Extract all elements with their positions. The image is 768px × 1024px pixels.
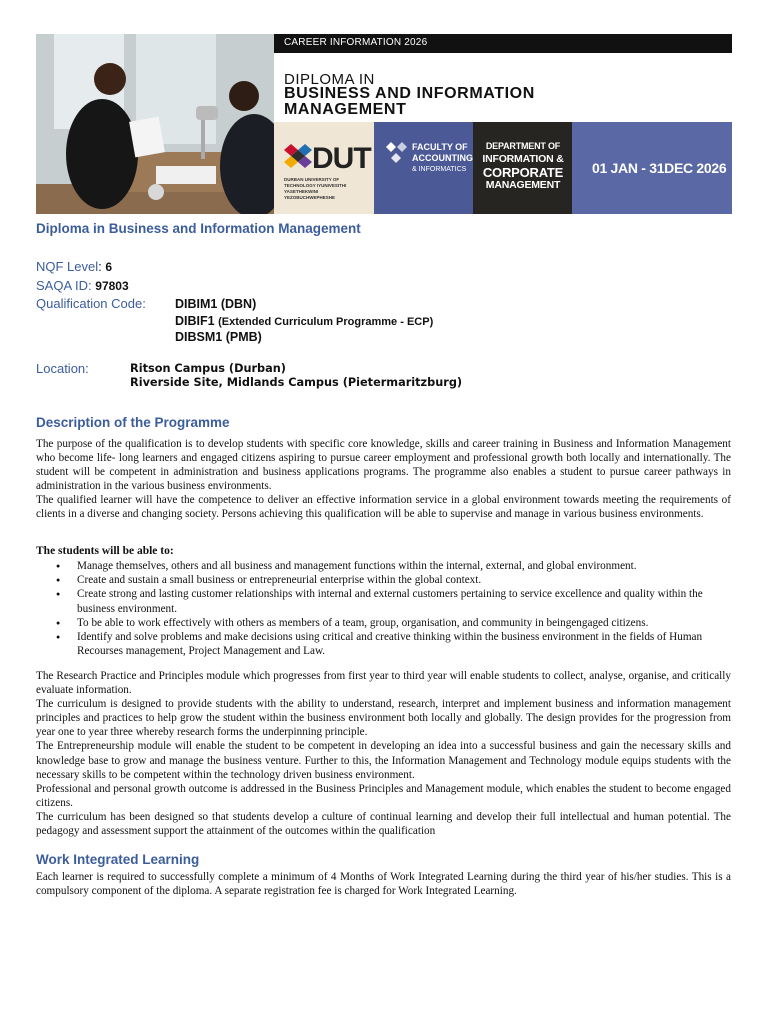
banner-tiles [274, 122, 732, 214]
dept-line1: DEPARTMENT OF [485, 141, 561, 151]
banner-topbar [274, 34, 732, 53]
curriculum-body [36, 669, 731, 838]
description-paragraph-2: The qualified learner will have the competence to deliver an effective information service in a global environment towards meeting the requirements of clients in a diverse and changing society. Persons achieving this qualification will be able to supervise and manage in various business environments. [36, 494, 731, 521]
qualification-code-2-note: (Extended Curriculum Programme - ECP) [218, 316, 434, 328]
curriculum-paragraph-3: The Entrepreneurship module will enable the student to be competent in developing an idea into a successful business and gain the necessary skills and knowledge base to grow and manage the business venture. Further to this, the Information Management and Technology module equips students with the necessary skills to be competent within the technology driven business environment. [36, 740, 731, 781]
qualification-code-label: Qualification Code: [36, 296, 146, 311]
saqa-label: SAQA ID [36, 278, 89, 293]
list-item: ● To be able to work effectively with others as members of a team, group, organisation, and community in beingengaged citizens. [36, 616, 736, 630]
nqf-level-row [36, 258, 112, 276]
saqa-value: 97803 [95, 279, 129, 293]
dept-line3: CORPORATE [482, 165, 564, 180]
curriculum-paragraph-4: Professional and personal growth outcome is addressed in the Business Principles and Management module, which enables the student to become engaged citizens. [36, 782, 731, 809]
wil-body: Each learner is required to successfully complete a minimum of 4 Months of Work Integrated Learning during the third year of his/her studies. This is a compulsory component of the diploma. A separate registration fee is charged for Work Integrated Learning. [36, 871, 731, 898]
faculty-line1: FACULTY OF [412, 142, 468, 152]
curriculum-paragraph-5: The curriculum has been designed so that students develop a culture of continual learning and develop their full intellectual and human potential. The pedagogy and assessment support the attainment of the outcomes within the qualification [36, 810, 731, 838]
location-line-1: Ritson Campus (Durban) [130, 362, 286, 375]
description-heading: Description of the Programme [36, 415, 230, 430]
students-heading: The students will be able to: [36, 545, 174, 557]
banner-title-line1: DIPLOMA IN [284, 71, 375, 88]
list-item: ● Identify and solve problems and make decisions using critical and creative thinking within the business environment in the fields of Human Recourses management, Project Management and Law. [36, 630, 736, 658]
list-item: ● Create strong and lasting customer relationships with internal and external customers pertaining to service excellence and quality within the business environment. [36, 587, 736, 615]
header-banner [36, 34, 732, 214]
dept-line4: MANAGEMENT [485, 179, 561, 191]
banner-topbar-text: CAREER INFORMATION 2026 [284, 37, 428, 48]
date-range: 01 JAN - 31DEC 2026 [592, 160, 727, 176]
saqa-row [36, 277, 129, 295]
page-title: Diploma in Business and Information Management [36, 221, 361, 236]
qualification-code-3: DIBSM1 (PMB) [175, 330, 262, 344]
banner-title-line2: BUSINESS AND INFORMATION [284, 85, 535, 102]
nqf-level-label: NQF Level [36, 259, 99, 274]
wil-heading: Work Integrated Learning [36, 852, 200, 867]
nqf-level-value: 6 [105, 260, 113, 274]
qualification-code-2-code: DIBIF1 [175, 314, 215, 328]
faculty-logo-icon [386, 142, 408, 164]
dut-logo-subtext: DURBAN UNIVERSITY OF TECHNOLOGY IYUNIVESITHI YASETHEKWINI YEZOBUCHWEPHESHE [284, 177, 347, 200]
dept-line2: INFORMATION & [482, 153, 564, 165]
location-label: Location: [36, 361, 89, 376]
description-body [36, 437, 731, 522]
banner-photo [36, 34, 274, 214]
faculty-tile [374, 122, 473, 214]
description-paragraph-1: The purpose of the qualification is to develop students with specific core knowledge, skills and career training in Business and Information Management who become life- long learners and engaged citizens aspiring to pursue career employment and professional growth both locally and internationally. The student will be competent in administration and business applications programs. The programme also enables a student to pursue career pathways in administration in the various business environments. [36, 438, 731, 493]
students-outcomes-list [36, 559, 736, 658]
curriculum-paragraph-2: The curriculum is designed to provide students with the ability to understand, research, interpret and implement business and information management principles and practices to help grow the student within the business environment both locally and globally. The design provides for the progression from year one to year three whereby research forms the underpinning principle. [36, 698, 731, 739]
qualification-code-2 [175, 314, 433, 328]
list-item: ● Create and sustain a small business or entrepreneurial enterprise within the global context. [36, 573, 736, 587]
date-tile [572, 122, 732, 214]
nqf-colon: : [98, 259, 106, 274]
faculty-line3: & INFORMATICS [412, 166, 467, 173]
qualification-code-1: DIBIM1 (DBN) [175, 297, 257, 311]
dut-logo-icon [284, 144, 312, 170]
list-item: ● Manage themselves, others and all business and management functions within the internal, external, and global environment. [36, 559, 736, 573]
saqa-colon: : [88, 278, 96, 293]
banner-title-line3: MANAGEMENT [284, 101, 407, 118]
banner-title [284, 86, 535, 118]
department-tile [473, 122, 572, 214]
curriculum-paragraph-1: The Research Practice and Principles module which progresses from first year to third year will enable students to collect, analyse, organise, and critically evaluate information. [36, 670, 731, 697]
faculty-text [412, 142, 473, 175]
department-text [479, 140, 567, 192]
location-line-2: Riverside Site, Midlands Campus (Pietermaritzburg) [130, 376, 463, 389]
dut-logo-tile [274, 122, 374, 214]
faculty-line2: ACCOUNTING [412, 153, 473, 163]
dut-logo-text: DUT [312, 142, 371, 175]
